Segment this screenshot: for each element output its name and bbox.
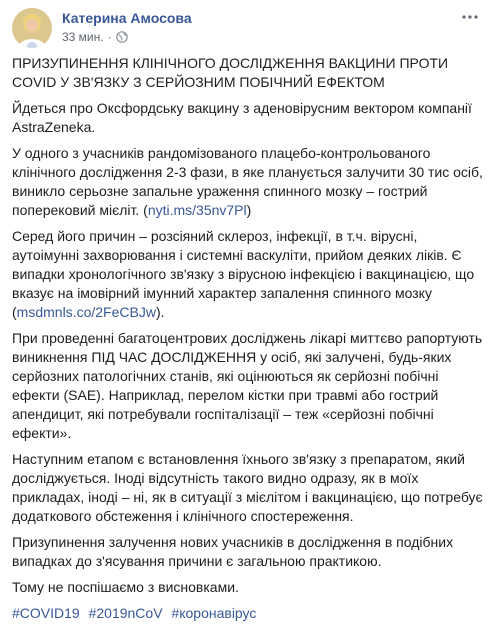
msd-link[interactable]: msdmnls.co/2FeCBJw	[16, 304, 156, 320]
nyt-link[interactable]: nyti.ms/35nv7Pl	[147, 202, 247, 218]
paragraph-3-end: ).	[155, 304, 165, 320]
paragraph-2-text: У одного з учасників рандомізованого плацебо-контрольованого клінічного дослідження 2-3 фази, в яке планується залучити 30 тис осіб, виникло серьозне запальне ураження спинного мозку – гострий поперековий мієліт. (	[12, 145, 483, 218]
post-paragraph-3	[12, 227, 486, 322]
author-name[interactable]: Катерина Амосова	[62, 10, 192, 26]
hashtags	[12, 604, 486, 623]
post-paragraph-2	[12, 144, 486, 220]
hashtag-link[interactable]: #COVID19	[12, 605, 80, 621]
paragraph-2-end: )	[246, 202, 252, 218]
post-body	[12, 54, 486, 630]
post-meta	[62, 30, 128, 44]
meta-separator: ·	[107, 30, 112, 44]
post-timestamp[interactable]: 33 мин.	[62, 30, 104, 44]
post-paragraph-7: Тому не поспішаємо з висновками.	[12, 579, 239, 595]
post-paragraph-1: Йдеться про Оксфордську вакцину з аденовірусним вектором компанії AstraZeneka.	[12, 100, 472, 135]
post-paragraph-6: Призупинення залучення нових учасників в дослідження в подібних випадках до з'ясування причини є загальною практикою.	[12, 534, 454, 569]
post-header	[12, 8, 482, 48]
post-paragraph-4: При проведенні багатоцентрових досліджень лікарі миттєво рапортують виникнення ПІД ЧАС ДОСЛІДЖЕННЯ у осіб, які залучені, будь-яких серйозних патологічних станів, які оцінюються як серйозні побічні ефекти (SAE). Наприклад, перелом кістки при травмі або гострий апендицит, які потребували госпіталізації – теж «серйозні побічні ефекти».	[12, 330, 483, 441]
post-paragraph-5: Наступним етапом є встановлення їхнього зв'язку з препаратом, який досліджується. Іноді відсутність такого видно одразу, як в моїх прикладах, іноді – ні, як в ситуації з мієлітом і вакцинацією, що потребує додаткового обстеження і клінічного спостереження.	[12, 451, 483, 524]
post-title: ПРИЗУПИНЕННЯ КЛІНІЧНОГО ДОСЛІДЖЕННЯ ВАКЦИНИ ПРОТИ COVID У ЗВ'ЯЗКУ З СЕРЙОЗНИМ ПОБІЧНИЙ ЕФЕКТОМ	[12, 55, 449, 90]
paragraph-3-text: Серед його причин – розсіяний склероз, інфекції, в т.ч. вірусні, аутоімунні захворювання і системні васкуліти, прийом деяких ліків. Є випадки хронологічного зв'язку з вірусною інфекцією і вакцинацією, що вказує на імовірний імунний характер запалення спинного мозку (	[12, 228, 475, 320]
hashtag-link[interactable]: #2019nCoV	[88, 605, 163, 621]
more-options-icon[interactable]	[460, 10, 480, 24]
author-avatar[interactable]	[12, 8, 52, 48]
globe-icon	[116, 31, 128, 43]
avatar-image	[12, 8, 52, 48]
hashtag-link[interactable]: #коронавірус	[171, 605, 257, 621]
